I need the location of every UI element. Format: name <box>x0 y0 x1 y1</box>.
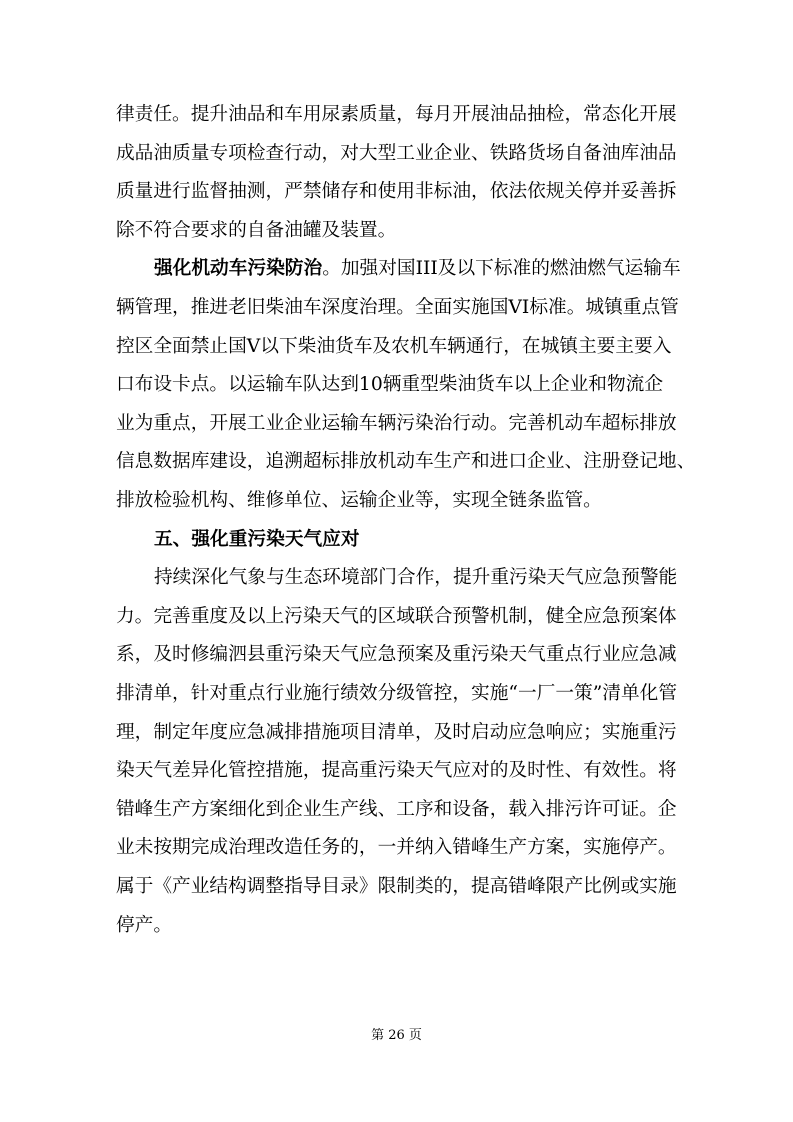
paragraph-2-first-line-rest: 。加强对国III及以下标准的燃油燃气运输车 <box>322 258 681 279</box>
paragraph-3-line-8: 业未按期完成治理改造任务的，一并纳入错峰生产方案，实施停产。 <box>116 837 677 858</box>
paragraph-3-line-7: 错峰生产方案细化到企业生产线、工序和设备，载入排污许可证。企 <box>116 799 677 820</box>
paragraph-3-line-3: 系，及时修编泗县重污染天气应急预案及重污染天气重点行业应急减 <box>116 644 677 665</box>
paragraph-2-line-1 <box>154 257 681 281</box>
paragraph-2-line-4: 口布设卡点。以运输车队达到10辆重型柴油货车以上企业和物流企 <box>116 374 664 395</box>
paragraph-2-line-3: 控区全面禁止国V以下柴油货车及农机车辆通行，在城镇主要主要入 <box>116 336 672 357</box>
paragraph-3-line-2: 力。完善重度及以上污染天气的区域联合预警机制，健全应急预案体 <box>116 606 677 627</box>
paragraph-1-line-1: 律责任。提升油品和车用尿素质量，每月开展油品抽检，常态化开展 <box>116 104 677 125</box>
paragraph-2-line-7: 排放检验机构、维修单位、运输企业等，实现全链条监管。 <box>116 490 602 511</box>
paragraph-3-line-10: 停产。 <box>116 915 173 936</box>
paragraph-1-line-2: 成品油质量专项检查行动，对大型工业企业、铁路货场自备油库油品 <box>116 143 677 164</box>
paragraph-3-line-6: 染天气差异化管控措施，提高重污染天气应对的及时性、有效性。将 <box>116 760 677 781</box>
paragraph-2-line-6: 信息数据库建设，追溯超标排放机动车生产和进口企业、注册登记地、 <box>116 451 696 472</box>
paragraph-3-line-9: 属于《产业结构调整指导目录》限制类的，提高错峰限产比例或实施 <box>116 876 677 897</box>
paragraph-1-line-3: 质量进行监督抽测，严禁储存和使用非标油，依法依规关停并妥善拆 <box>116 181 677 202</box>
paragraph-3-line-4: 排清单，针对重点行业施行绩效分级管控，实施“一厂一策”清单化管 <box>116 683 678 704</box>
paragraph-3-line-5: 理，制定年度应急减排措施项目清单，及时启动应急响应；实施重污 <box>116 722 677 743</box>
paragraph-2-line-2: 辆管理，推进老旧柴油车深度治理。全面实施国VI标准。城镇重点管 <box>116 297 679 318</box>
paragraph-1-line-4: 除不符合要求的自备油罐及装置。 <box>116 220 397 241</box>
section-heading: 五、强化重污染天气应对 <box>154 529 360 550</box>
page-number: 第 26 页 <box>371 1028 422 1043</box>
paragraph-3-line-1: 持续深化气象与生态环境部门合作，提升重污染天气应急预警能 <box>154 567 678 588</box>
paragraph-2-lead-bold: 强化机动车污染防治 <box>154 258 323 279</box>
paragraph-2-line-5: 业为重点，开展工业企业运输车辆污染治行动。完善机动车超标排放 <box>116 413 677 434</box>
